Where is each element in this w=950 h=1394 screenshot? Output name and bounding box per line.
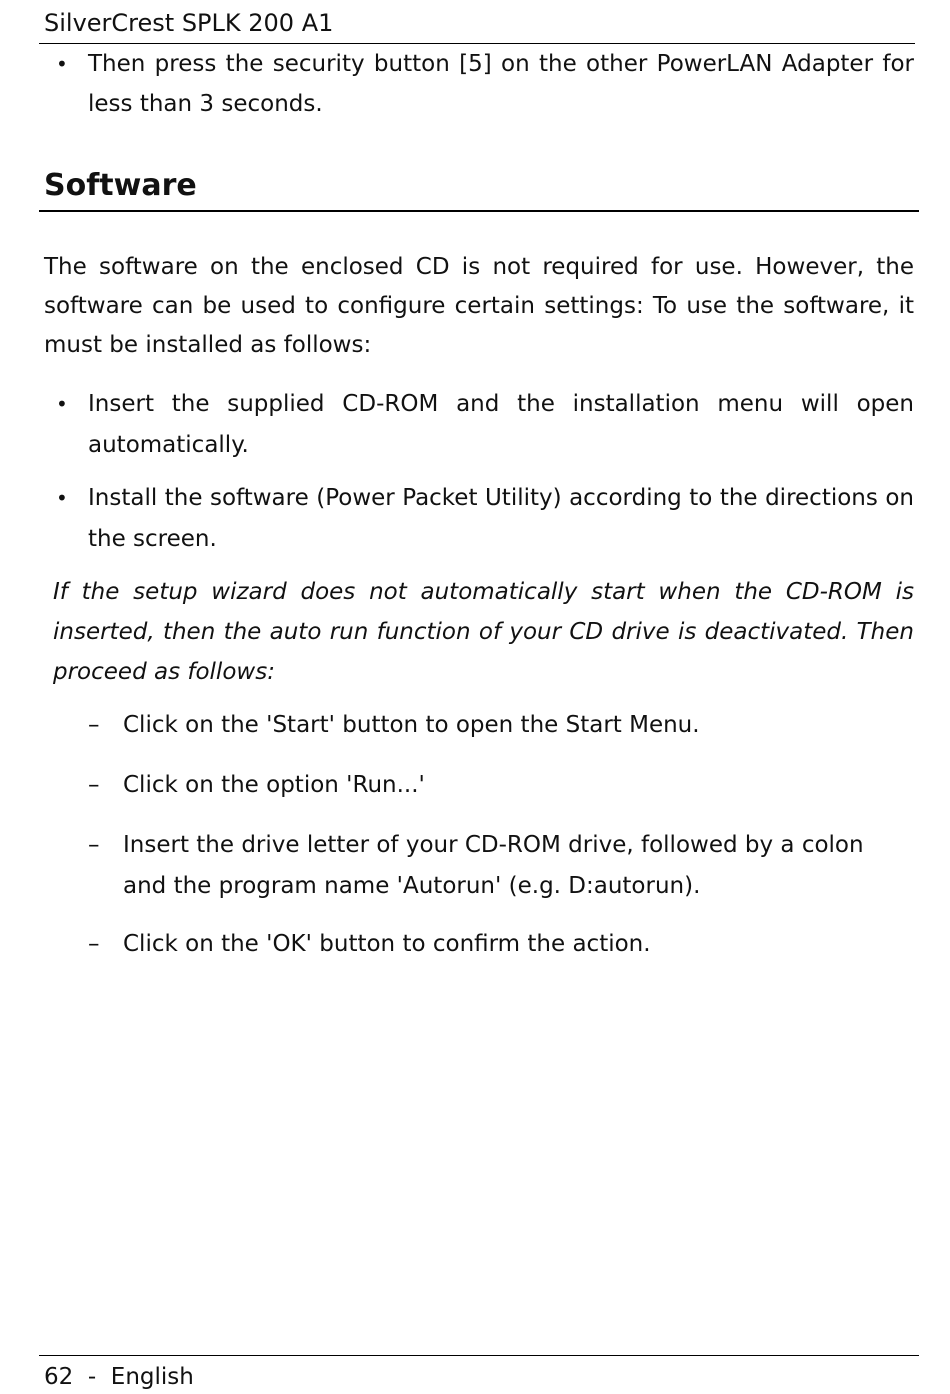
bullet-icon: •	[56, 52, 68, 76]
list-item-text: Install the software (Power Packet Utility) according to the directions on the screen.	[88, 485, 914, 552]
running-header: SilverCrest SPLK 200 A1	[44, 9, 334, 37]
autorun-note: If the setup wizard does not automatically start when the CD-ROM is inserted, then the auto run function of your CD drive is deactivated. Then proceed as follows:	[53, 579, 914, 685]
list-item-text: Insert the supplied CD-ROM and the installation menu will open automatically.	[88, 391, 914, 458]
dash-icon: –	[88, 832, 100, 858]
step-list	[44, 705, 914, 965]
intro-bullet	[44, 44, 914, 124]
dash-icon: –	[88, 712, 100, 738]
list-item	[44, 825, 914, 907]
footer-divider	[39, 1355, 919, 1356]
list-item-text: Click on the 'OK' button to confirm the action.	[123, 931, 651, 957]
intro-paragraph: The software on the enclosed CD is not required for use. However, the software can be used to configure certain settings: To use the software, it must be installed as follows:	[44, 254, 914, 358]
list-item	[44, 924, 914, 965]
dash-icon: –	[88, 931, 100, 957]
list-item-text: Click on the 'Start' button to open the Start Menu.	[123, 712, 700, 738]
intro-bullet-text: Then press the security button [5] on the other PowerLAN Adapter for less than 3 seconds.	[88, 51, 914, 117]
page-footer: 62 - English	[44, 1364, 194, 1390]
section-divider	[39, 210, 919, 212]
list-item	[44, 384, 914, 466]
list-item	[44, 765, 914, 806]
bullet-icon: •	[56, 486, 68, 510]
list-item	[44, 705, 914, 746]
bullet-icon: •	[56, 392, 68, 416]
bullet-list	[44, 384, 914, 560]
list-item-text: Insert the drive letter of your CD-ROM drive, followed by a colon and the program name 'Autorun' (e.g. D:autorun).	[123, 832, 864, 899]
dash-icon: –	[88, 772, 100, 798]
list-item-text: Click on the option 'Run...'	[123, 772, 425, 798]
list-item	[44, 478, 914, 560]
section-heading: Software	[44, 168, 197, 203]
